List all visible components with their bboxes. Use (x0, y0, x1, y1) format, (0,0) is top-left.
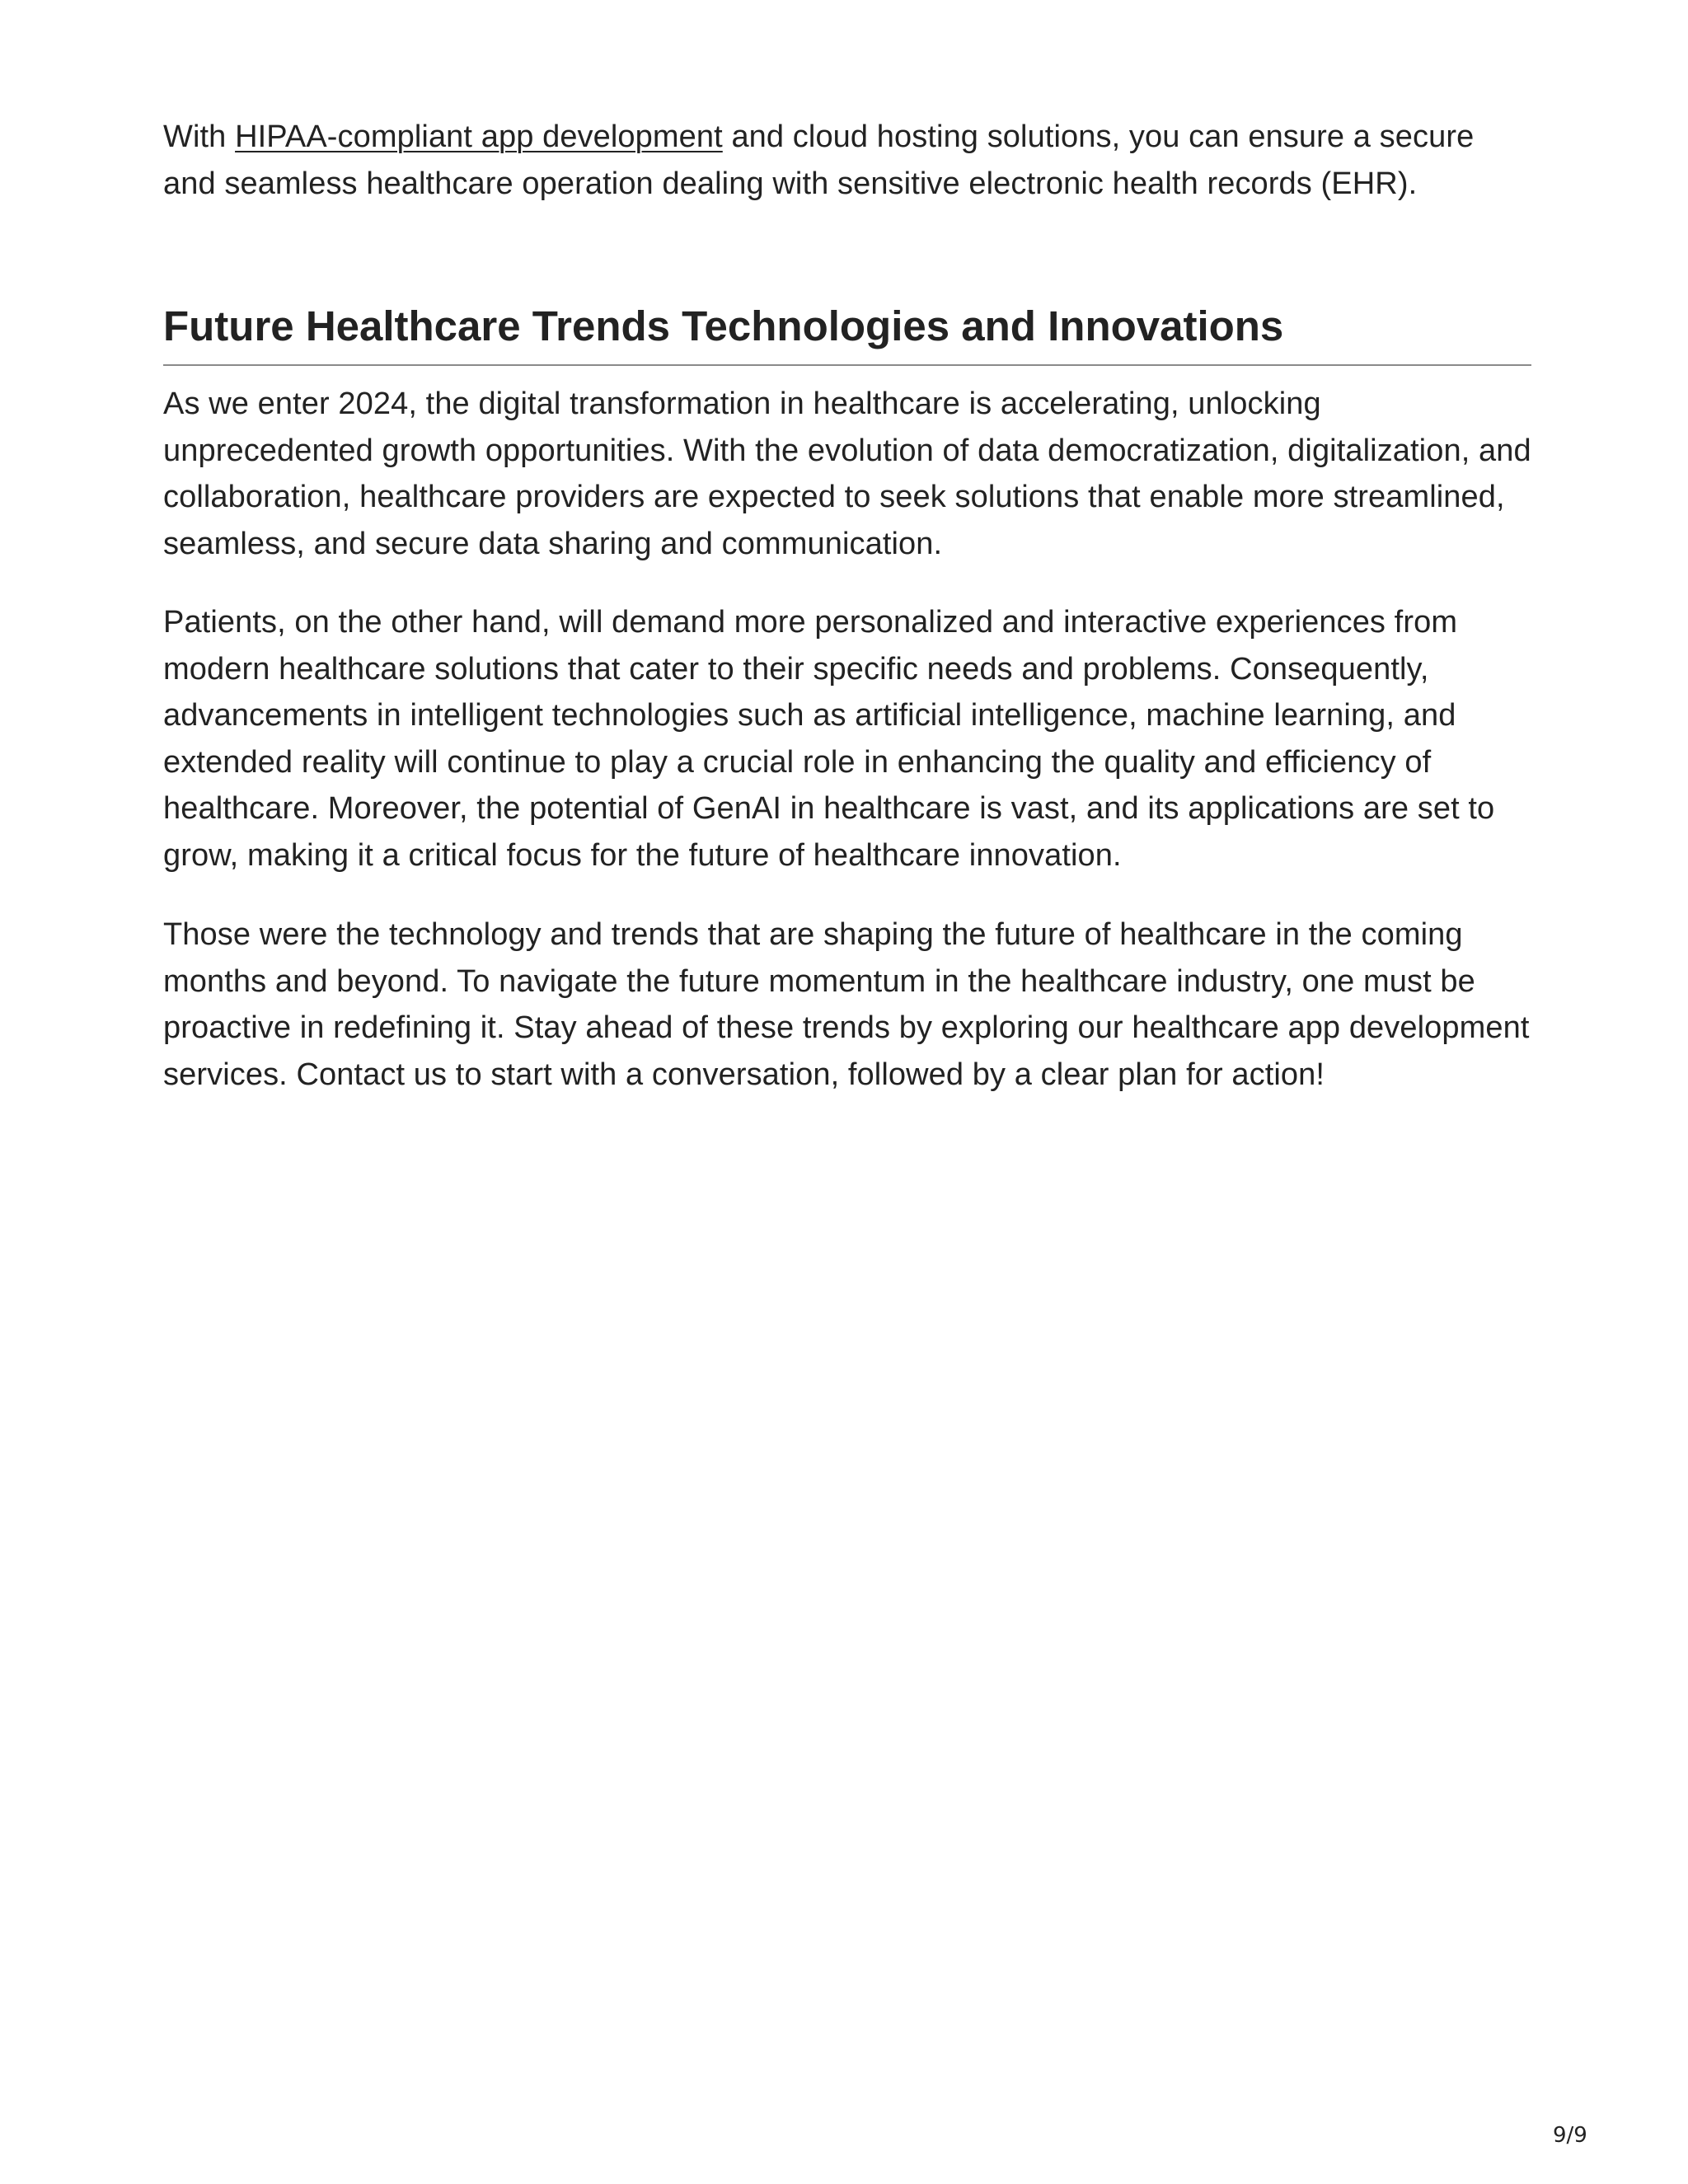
section-heading: Future Healthcare Trends Technologies and Innovations (163, 299, 1531, 366)
intro-suffix: and cloud hosting solutions, you can ensure a secure and seamless healthcare operation dealing with sensitive electronic health records (EHR). (163, 120, 1475, 201)
page-number: 9/9 (1553, 2123, 1587, 2148)
body-paragraph-2: Patients, on the other hand, will demand more personalized and interactive experiences from modern healthcare solutions that cater to their specific needs and problems. Consequently, advancements in intelligent technologies such as artificial intelligence, machine learning, and extended reality will continue to play a crucial role in enhancing the quality and efficiency of healthcare. Moreover, the potential of GenAI in healthcare is vast, and its applications are set to grow, making it a critical focus for the future of healthcare innovation. (163, 605, 1495, 873)
hipaa-app-development-link[interactable]: HIPAA-compliant app development (235, 120, 723, 154)
intro-paragraph (163, 114, 1531, 207)
intro-prefix: With (163, 120, 236, 154)
body-paragraph-3: Those were the technology and trends that are shaping the future of healthcare in the coming months and beyond. To navigate the future momentum in the healthcare industry, one must be proactive in redefining it. Stay ahead of these trends by exploring our healthcare app development services. Contact us to start with a conversation, followed by a clear plan for action! (163, 917, 1530, 1092)
body-paragraph-1: As we enter 2024, the digital transformation in healthcare is accelerating, unlocking unprecedented growth opportunities. With the evolution of data democratization, digitalization, and collaboration, healthcare providers are expected to seek solutions that enable more streamlined, seamless, and secure data sharing and communication. (163, 387, 1531, 561)
document-body (163, 114, 1531, 1092)
